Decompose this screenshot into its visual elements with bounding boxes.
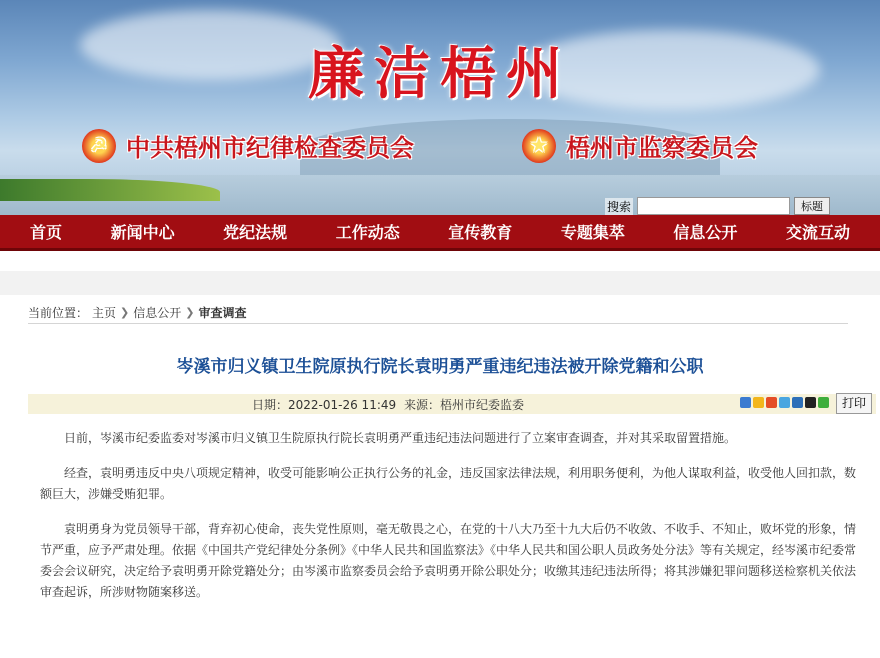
- article-source: 来源：梧州市纪委监委: [404, 398, 525, 412]
- breadcrumb-home[interactable]: 主页: [92, 305, 117, 320]
- wechat-icon[interactable]: [818, 397, 829, 408]
- weibo-icon[interactable]: [766, 397, 777, 408]
- party-emblem-icon: ☭: [82, 129, 116, 163]
- share-plus-icon[interactable]: [740, 397, 751, 408]
- nav-home[interactable]: 首页: [30, 223, 63, 242]
- nav-info-disclosure[interactable]: 信息公开: [673, 223, 738, 242]
- article-body: [40, 428, 866, 603]
- org-left: [82, 128, 414, 163]
- paragraph: 日前，岑溪市纪委监委对岑溪市归义镇卫生院原执行院长袁明勇严重违纪违法问题进行了立案审查调查，并对其采取留置措施。: [64, 431, 737, 445]
- search-label: 搜索: [606, 199, 631, 214]
- breadcrumb-current[interactable]: 审查调查: [198, 305, 247, 320]
- breadcrumb: [28, 301, 848, 324]
- qq-icon[interactable]: [805, 397, 816, 408]
- org-right: [522, 128, 758, 163]
- article-title: 岑溪市归义镇卫生院原执行院长袁明勇严重违纪违法被开除党籍和公职: [176, 357, 704, 377]
- spacer-band: [0, 271, 880, 295]
- qzone-icon[interactable]: [753, 397, 764, 408]
- article-date: 日期：2022-01-26 11:49: [252, 398, 397, 412]
- org-right-label: 梧州市监察委员会: [566, 133, 758, 162]
- renren-icon[interactable]: [792, 397, 803, 408]
- breadcrumb-prefix: 当前位置：: [28, 305, 89, 320]
- site-title: 廉洁梧州: [308, 41, 572, 107]
- print-button[interactable]: 打印: [836, 393, 872, 414]
- chevron-right-icon: ❯: [185, 305, 195, 319]
- nav-work-news[interactable]: 工作动态: [335, 223, 400, 242]
- org-left-label: 中共梧州市纪律检查委员会: [126, 133, 414, 162]
- breadcrumb-info-disclosure[interactable]: 信息公开: [133, 305, 182, 320]
- nav-education[interactable]: 宣传教育: [448, 223, 513, 242]
- paragraph: 袁明勇身为党员领导干部，背弃初心使命，丧失党性原则，毫无敬畏之心，在党的十八大乃至十九大后仍不收敛、不收手、不知止，败坏党的形象，情节严重，应予严肃处理。依据《中国共产党纪律处分条例》《中华人民共和国监察法》《中华人民共和国公职人员政务处分法》等有关规定，经岑溪市纪委常委会会议研究，决定给予袁明勇开除党籍处分；由岑溪市监察委员会给予袁明勇开除公职处分；收缴其违纪违法所得；将其涉嫌犯罪问题移送检察机关依法审查起诉，所涉财物随案移送。: [40, 522, 857, 599]
- article-meta: [28, 394, 876, 414]
- nav-party-regulations[interactable]: 党纪法规: [223, 223, 288, 242]
- tencent-weibo-icon[interactable]: [779, 397, 790, 408]
- main-nav: [0, 215, 880, 251]
- nav-interaction[interactable]: 交流互动: [785, 223, 850, 242]
- search-scope-button[interactable]: 标题: [794, 197, 830, 215]
- nav-topics[interactable]: 专题集萃: [560, 223, 625, 242]
- chevron-right-icon: ❯: [120, 305, 130, 319]
- search-input[interactable]: [637, 197, 790, 215]
- header-banner: [0, 0, 880, 215]
- national-emblem-icon: ★: [522, 129, 556, 163]
- paragraph: 经查，袁明勇违反中央八项规定精神，收受可能影响公正执行公务的礼金，违反国家法律法规，利用职务便利，为他人谋取利益，收受他人回扣款，数额巨大，涉嫌受贿犯罪。: [40, 466, 857, 501]
- search-bar: [605, 197, 830, 215]
- share-toolbar: [740, 397, 829, 408]
- nav-news-center[interactable]: 新闻中心: [110, 223, 175, 242]
